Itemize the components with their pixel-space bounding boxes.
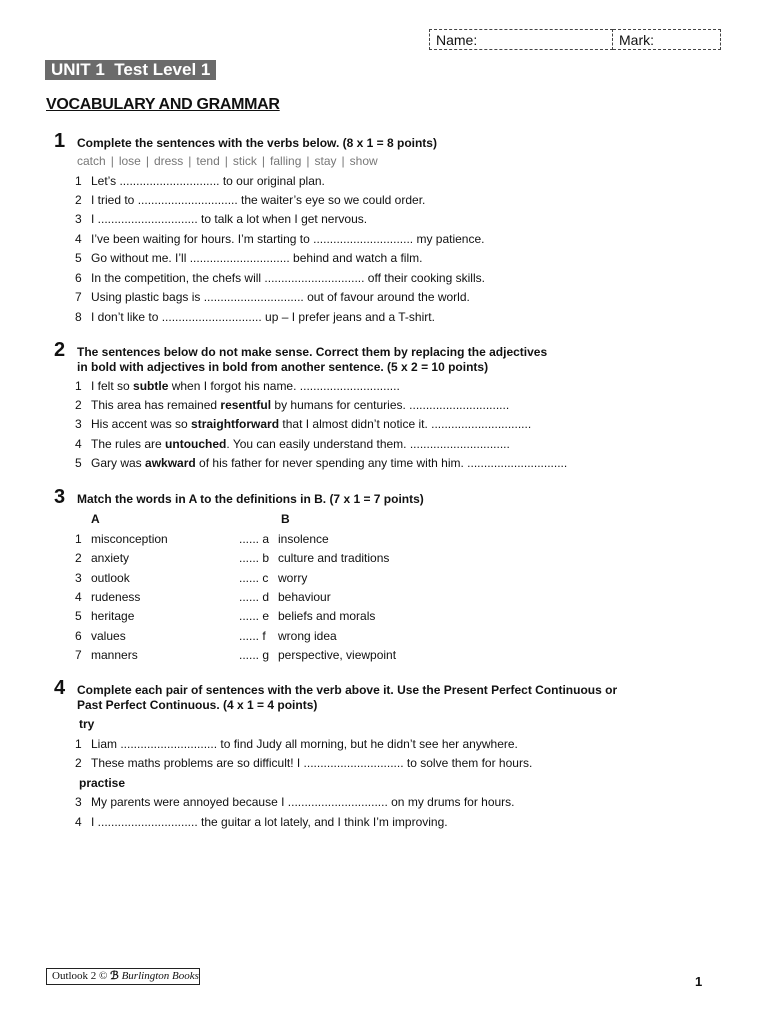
column-b-header: B: [281, 512, 290, 526]
exercise-2-item[interactable]: 2 This area has remained resentful by humans for centuries. ..............................: [75, 398, 510, 412]
word-bank-item: falling: [270, 154, 302, 168]
answer-blank[interactable]: ...... a: [239, 532, 270, 546]
name-mark-box: [429, 29, 721, 50]
word-bank-item: stick: [232, 154, 257, 168]
exercise-4-instruction: Complete each pair of sentences with the verb above it. Use the Present Perfect Continuous or Past Perfect Continuous. (4 x 1 = 4 points): [77, 683, 618, 712]
exercise-1-item[interactable]: 2 I tried to .............................. the waiter’s eye so we could order.: [75, 193, 426, 207]
word-bank-item: lose: [118, 154, 141, 168]
exercise-1-item[interactable]: 4 I’ve been waiting for hours. I’m starting to .............................. my patience.: [75, 232, 485, 246]
answer-blank[interactable]: ...... d: [239, 590, 270, 604]
exercise-2-number: 2: [54, 339, 66, 361]
word-bank-item: stay: [314, 154, 337, 168]
answer-blank[interactable]: ...... b: [239, 551, 270, 565]
exercise-2-item[interactable]: 4 The rules are untouched. You can easily understand them. ..............................: [75, 437, 510, 451]
exercise-4-item[interactable]: 3 My parents were annoyed because I .............................. on my drums for hours.: [75, 795, 515, 809]
burlington-logo-icon: ℬ: [110, 970, 119, 982]
exercise-4-number: 4: [54, 677, 66, 699]
answer-blank[interactable]: ...... g: [239, 648, 270, 662]
exercise-1-item[interactable]: 7 Using plastic bags is .............................. out of favour around the world.: [75, 290, 470, 304]
exercise-3-number: 3: [54, 486, 66, 508]
exercise-2-item[interactable]: 1 I felt so subtle when I forgot his name. ..............................: [75, 379, 400, 393]
mark-field[interactable]: Mark:: [613, 29, 721, 50]
word-bank: catch | lose | dress | tend | stick | falling | stay | show: [77, 154, 378, 168]
word-bank-item: dress: [153, 154, 184, 168]
exercise-1-item[interactable]: 1 Let’s .............................. to our original plan.: [75, 174, 325, 188]
exercise-3-instruction: Match the words in A to the definitions in B. (7 x 1 = 7 points): [77, 492, 424, 506]
page-number: 1: [695, 974, 703, 989]
exercise-1-item[interactable]: 3 I .............................. to talk a lot when I get nervous.: [75, 212, 368, 226]
answer-blank[interactable]: ...... f: [239, 629, 266, 643]
name-field[interactable]: Name:: [429, 29, 613, 50]
exercise-2-item[interactable]: 3 His accent was so straightforward that I almost didn’t notice it. ..............................: [75, 417, 532, 431]
unit-title: UNIT 1 Test Level 1: [45, 60, 216, 80]
word-bank-item: show: [349, 154, 378, 168]
exercise-2-item[interactable]: 5 Gary was awkward of his father for never spending any time with him. ..............................: [75, 456, 568, 470]
copyright-footer: Outlook 2 © ℬ Burlington Books: [46, 968, 200, 985]
exercise-4-item[interactable]: 1 Liam ............................. to find Judy all morning, but he didn’t see her anywhere.: [75, 737, 518, 751]
column-a-header: A: [91, 512, 100, 526]
exercise-1-instruction: Complete the sentences with the verbs below. (8 x 1 = 8 points): [77, 136, 437, 150]
verb-heading: try: [79, 717, 95, 731]
exercise-4-item[interactable]: 4 I .............................. the guitar a lot lately, and I think I’m improving.: [75, 815, 448, 829]
exercise-1-item[interactable]: 8 I don’t like to .............................. up – I prefer jeans and a T-shirt.: [75, 310, 435, 324]
verb-heading: practise: [79, 776, 126, 790]
section-title: VOCABULARY AND GRAMMAR: [46, 96, 280, 113]
exercise-1-number: 1: [54, 130, 66, 152]
exercise-1-item[interactable]: 6 In the competition, the chefs will .............................. off their cooking skills.: [75, 271, 485, 285]
answer-blank[interactable]: ...... e: [239, 609, 270, 623]
exercise-4-item[interactable]: 2 These maths problems are so difficult! I .............................. to solve them for hours.: [75, 756, 533, 770]
exercise-2-instruction: The sentences below do not make sense. Correct them by replacing the adjectives in bold with adjectives in bold from another sentence. (5 x 2 = 10 points): [77, 345, 548, 374]
exercise-1-item[interactable]: 5 Go without me. I’ll .............................. behind and watch a film.: [75, 251, 423, 265]
word-bank-item: tend: [196, 154, 220, 168]
word-bank-item: catch: [77, 154, 106, 168]
answer-blank[interactable]: ...... c: [239, 571, 269, 585]
